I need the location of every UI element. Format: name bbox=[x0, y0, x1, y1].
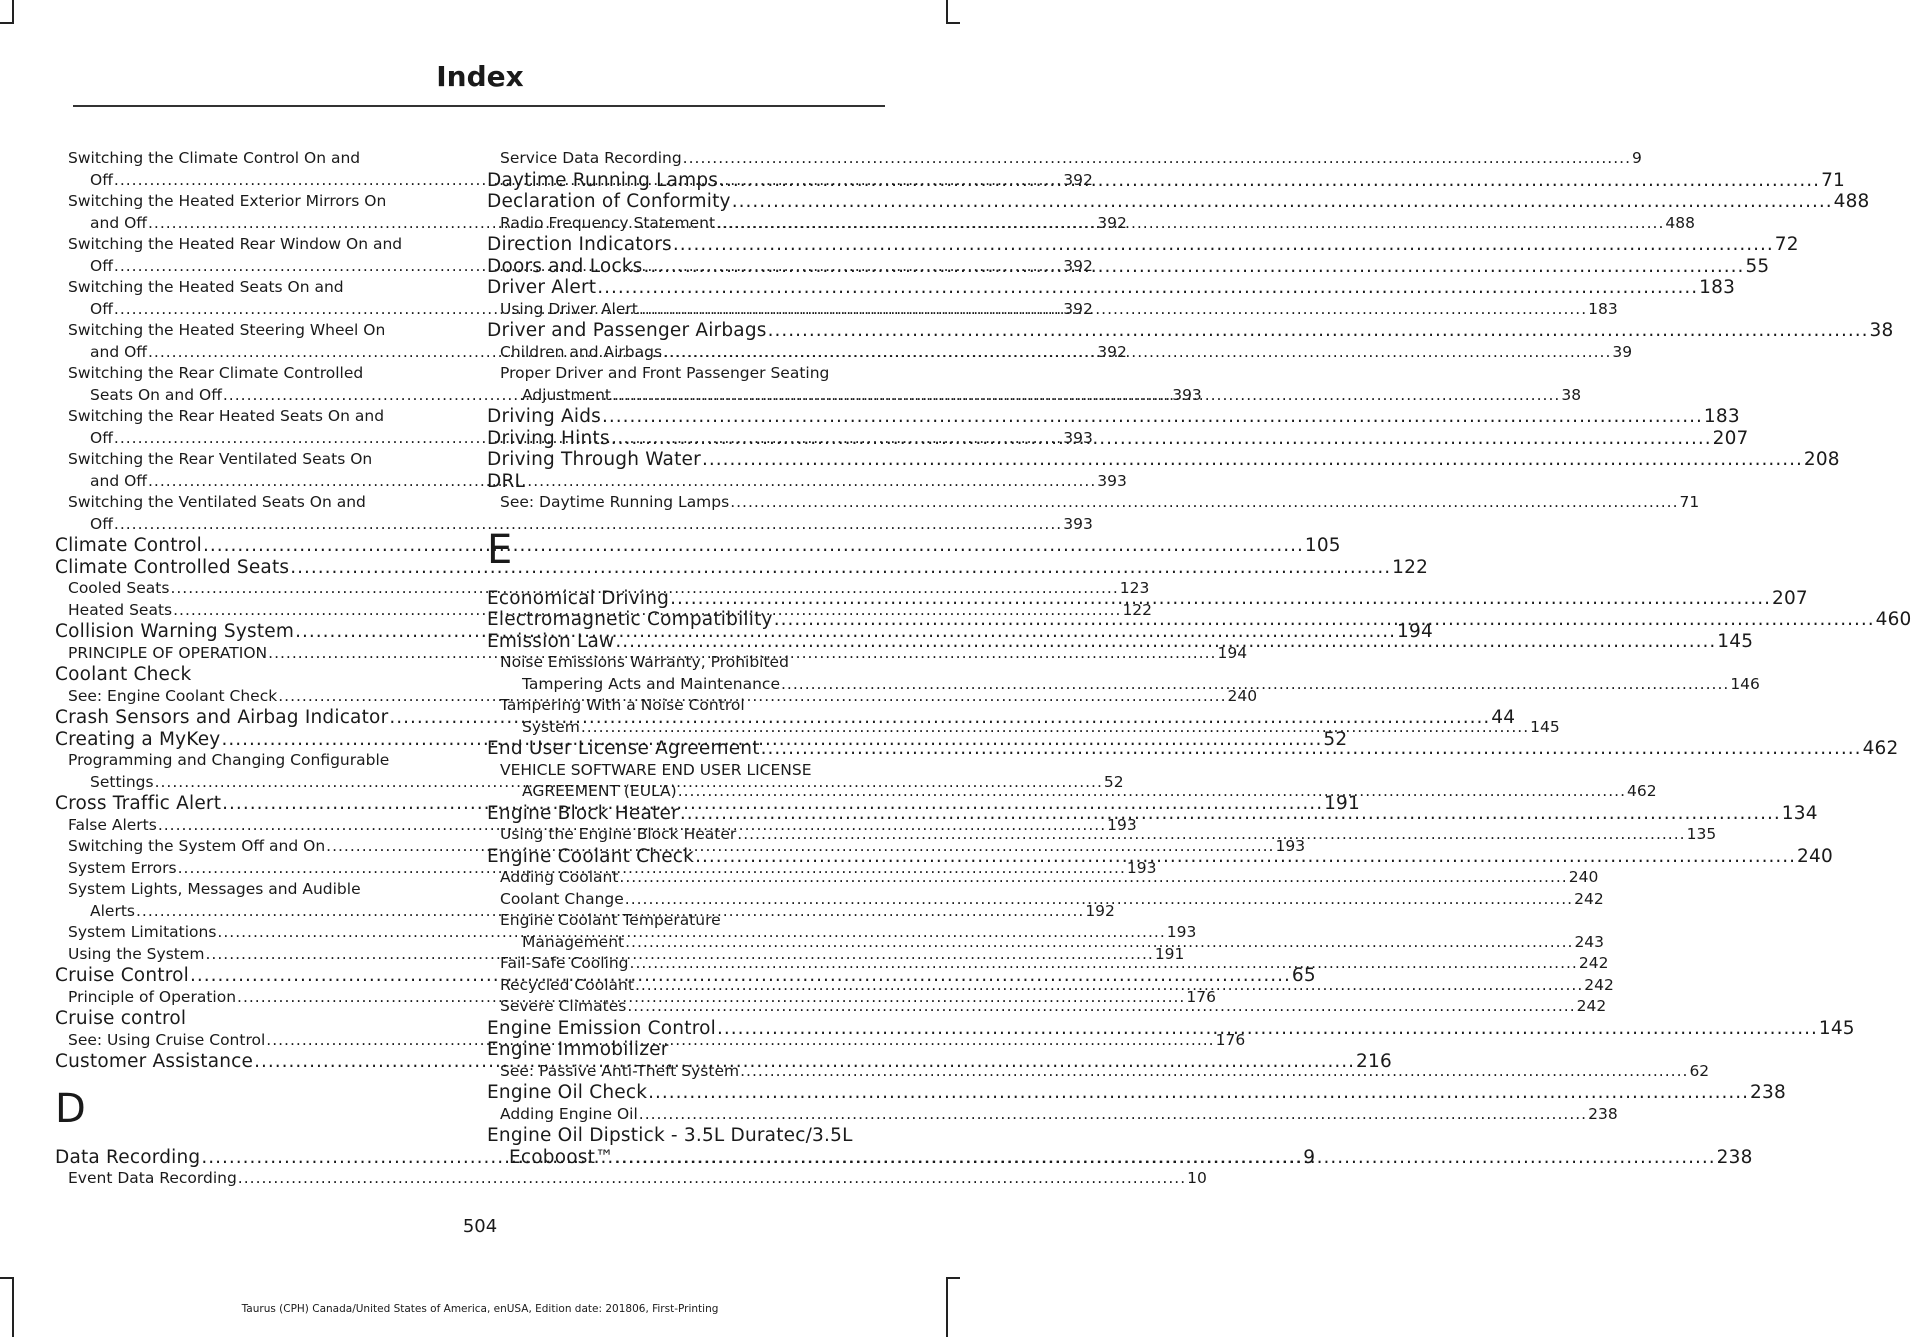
leader-dots bbox=[611, 428, 1712, 450]
entry-page: 393 bbox=[1063, 514, 1093, 533]
entry-page: 392 bbox=[1063, 170, 1093, 189]
entry-page: 240 bbox=[1797, 845, 1833, 867]
entry-label: Driver and Passenger Airbags bbox=[487, 320, 767, 341]
index-entry-first-line: Switching the Rear Ventilated Seats On bbox=[68, 450, 373, 468]
entry-label: Engine Coolant Check bbox=[487, 845, 695, 867]
entry-label: Declaration of Conformity bbox=[487, 191, 731, 212]
leader-dots bbox=[774, 609, 1875, 631]
entry-page: 146 bbox=[1730, 674, 1760, 693]
entry-page: 10 bbox=[1187, 1169, 1207, 1187]
entry-label: Tampering Acts and Maintenance bbox=[522, 674, 780, 693]
entry-page: 183 bbox=[1703, 406, 1740, 427]
index-entry-first-line: VEHICLE SOFTWARE END USER LICENSE bbox=[500, 760, 812, 779]
entry-page: 105 bbox=[1304, 535, 1341, 556]
leader-dots bbox=[680, 803, 1781, 825]
leader-dots bbox=[639, 1104, 1587, 1126]
entry-page: 135 bbox=[1686, 825, 1717, 843]
leader-dots bbox=[683, 148, 1631, 170]
entry-label: AGREEMENT (EULA) bbox=[522, 782, 677, 800]
index-entry bbox=[487, 449, 1840, 471]
index-entry bbox=[55, 1168, 1207, 1190]
entry-page: 216 bbox=[1356, 1051, 1392, 1072]
edition-footer: Taurus (CPH) Canada/United States of America, enUSA, Edition date: 201806, First-Printing bbox=[241, 1303, 719, 1315]
entry-label: Climate Control bbox=[55, 535, 202, 556]
entry-page: 183 bbox=[1588, 299, 1618, 318]
entry-page: 460 bbox=[1875, 609, 1912, 630]
crop-mark bbox=[946, 1277, 960, 1279]
entry-page: 238 bbox=[1716, 1146, 1753, 1168]
index-entry bbox=[487, 492, 1700, 514]
entry-label: DRL bbox=[487, 470, 526, 492]
entry-page: 72 bbox=[1774, 234, 1799, 255]
entry-label: See: Using Cruise Control bbox=[68, 1030, 266, 1049]
entry-page: 52 bbox=[1323, 728, 1348, 750]
index-entry-first-line: Engine Coolant Temperature bbox=[500, 911, 721, 929]
crop-mark bbox=[946, 0, 948, 24]
leader-dots bbox=[761, 738, 1862, 760]
entry-page: 62 bbox=[1689, 1061, 1710, 1080]
entry-page: 392 bbox=[1097, 213, 1127, 232]
entry-page: 71 bbox=[1821, 169, 1846, 191]
entry-label: Adjustment bbox=[522, 385, 611, 404]
leader-dots bbox=[702, 449, 1803, 471]
entry-label: See: Passive Anti-Theft System bbox=[500, 1061, 740, 1080]
index-entry-first-line: Noise Emissions Warranty, Prohibited bbox=[500, 653, 789, 671]
entry-label: Using Driver Alert bbox=[500, 299, 638, 318]
entry-label: Engine Oil Check bbox=[487, 1082, 648, 1103]
index-entry-first-line: System Lights, Messages and Audible bbox=[68, 880, 361, 898]
entry-label: System bbox=[522, 717, 580, 736]
leader-dots bbox=[615, 1147, 1716, 1169]
entry-label: Climate Controlled Seats bbox=[55, 556, 290, 578]
entry-label: Driving Aids bbox=[487, 406, 602, 427]
header-divider bbox=[73, 105, 885, 107]
entry-page: 191 bbox=[1154, 944, 1185, 963]
entry-label: Using the System bbox=[68, 944, 205, 963]
entry-label: Engine Emission Control bbox=[487, 1017, 716, 1039]
entry-page: 193 bbox=[1107, 815, 1137, 834]
index-entry-first-line: Switching the Rear Heated Seats On and bbox=[68, 407, 385, 425]
index-entry bbox=[55, 514, 1093, 536]
index-entry bbox=[487, 191, 1870, 213]
entry-label: Cooled Seats bbox=[68, 579, 170, 597]
entry-page: 242 bbox=[1584, 975, 1614, 994]
entry-label: Recycled Coolant bbox=[500, 975, 634, 994]
entry-page: 192 bbox=[1085, 901, 1115, 920]
entry-label: Creating a MyKey bbox=[55, 728, 221, 750]
entry-page: 123 bbox=[1119, 579, 1150, 597]
index-entry bbox=[55, 1008, 447, 1030]
index-entry bbox=[487, 234, 1799, 256]
entry-label: Seats On and Off bbox=[90, 385, 222, 404]
entry-label: Heated Seats bbox=[68, 600, 173, 619]
entry-page: 191 bbox=[1324, 793, 1360, 814]
crop-mark bbox=[0, 1277, 14, 1279]
entry-page: 462 bbox=[1627, 782, 1657, 800]
entry-page: 9 bbox=[1632, 149, 1642, 167]
leader-dots bbox=[768, 320, 1869, 342]
entry-page: 392 bbox=[1097, 342, 1127, 361]
index-entry bbox=[487, 1146, 1753, 1169]
index-entry bbox=[55, 664, 447, 686]
entry-page: 488 bbox=[1665, 213, 1695, 232]
entry-page: 38 bbox=[1869, 320, 1894, 341]
crop-mark bbox=[946, 22, 960, 24]
entry-page: 38 bbox=[1561, 385, 1582, 404]
entry-label: Daytime Running Lamps bbox=[487, 169, 719, 191]
entry-label: End User License Agreement bbox=[487, 738, 760, 759]
leader-dots bbox=[238, 1168, 1186, 1190]
index-entry-first-line: Switching the Heated Rear Window On and bbox=[68, 235, 403, 253]
entry-page: 488 bbox=[1833, 191, 1870, 212]
entry-page: 240 bbox=[1568, 868, 1599, 886]
leader-dots bbox=[597, 277, 1698, 299]
leader-dots bbox=[740, 1061, 1688, 1083]
leader-dots bbox=[737, 824, 1685, 846]
index-entry bbox=[487, 1039, 879, 1061]
leader-dots bbox=[602, 406, 1703, 428]
leader-dots bbox=[719, 170, 1820, 192]
index-entry-first-line: Switching the Rear Climate Controlled bbox=[68, 364, 364, 382]
entry-label: Emission Law bbox=[487, 630, 615, 652]
entry-label: and Off bbox=[90, 213, 147, 232]
index-entry-first-line: Switching the Heated Seats On and bbox=[68, 278, 344, 296]
entry-page: 193 bbox=[1275, 837, 1306, 855]
entry-label: Severe Climates bbox=[500, 997, 627, 1015]
entry-page: 183 bbox=[1699, 277, 1736, 298]
entry-label: Coolant Check bbox=[55, 664, 192, 685]
entry-label: Collision Warning System bbox=[55, 621, 295, 642]
entry-label: False Alerts bbox=[68, 815, 157, 834]
index-entry-first-line: Engine Oil Dipstick - 3.5L Duratec/3.5L bbox=[487, 1125, 853, 1146]
entry-label: Alerts bbox=[90, 901, 135, 920]
entry-label: Electromagnetic Compatibility bbox=[487, 609, 773, 630]
entry-label: Driving Hints bbox=[487, 427, 610, 449]
entry-label: System Limitations bbox=[68, 923, 217, 941]
entry-label: Radio Frequency Statement bbox=[500, 213, 716, 232]
index-entry-first-line: Switching the Climate Control On and bbox=[68, 149, 361, 167]
entry-label: Management bbox=[522, 932, 625, 951]
index-entry bbox=[487, 471, 879, 493]
index-entry bbox=[55, 556, 1429, 579]
leader-dots bbox=[716, 213, 1664, 235]
leader-dots bbox=[673, 234, 1774, 256]
entry-label: Settings bbox=[90, 772, 154, 791]
leader-dots bbox=[625, 889, 1573, 911]
entry-page: 71 bbox=[1679, 493, 1700, 511]
entry-page: 207 bbox=[1712, 427, 1749, 449]
entry-page: 145 bbox=[1530, 717, 1560, 736]
entry-label: Direction Indicators bbox=[487, 234, 672, 255]
entry-page: 393 bbox=[1097, 471, 1127, 490]
index-entry-first-line: Tampering With a Noise Control bbox=[500, 696, 745, 714]
index-entry bbox=[487, 406, 1740, 428]
entry-label: Driver Alert bbox=[487, 277, 597, 298]
entry-label: Off bbox=[90, 299, 113, 318]
entry-page: 242 bbox=[1578, 954, 1609, 972]
leader-dots bbox=[670, 588, 1771, 610]
entry-page: 238 bbox=[1588, 1104, 1618, 1123]
entry-label: Off bbox=[90, 170, 113, 189]
entry-page: 134 bbox=[1781, 802, 1818, 824]
entry-page: 193 bbox=[1126, 858, 1157, 877]
leader-dots bbox=[648, 1082, 1749, 1104]
entry-label: Data Recording bbox=[55, 1146, 201, 1168]
entry-label: Cruise control bbox=[55, 1008, 187, 1029]
entry-label: Event Data Recording bbox=[68, 1169, 237, 1187]
entry-page: 194 bbox=[1397, 621, 1433, 642]
entry-page: 176 bbox=[1215, 1030, 1246, 1049]
leader-dots bbox=[581, 718, 1529, 736]
entry-label: Driving Through Water bbox=[487, 449, 701, 470]
entry-page: 65 bbox=[1291, 965, 1316, 986]
section-letter: D bbox=[55, 1085, 86, 1132]
entry-label: Ecoboost™ bbox=[509, 1146, 614, 1168]
entry-page: 462 bbox=[1862, 738, 1899, 759]
index-entry-first-line: Switching the Heated Steering Wheel On bbox=[68, 321, 386, 339]
entry-page: 145 bbox=[1717, 630, 1754, 652]
leader-dots bbox=[639, 299, 1587, 321]
entry-label: Cross Traffic Alert bbox=[55, 793, 222, 814]
leader-dots bbox=[615, 631, 1716, 653]
entry-label: Switching the System Off and On bbox=[68, 837, 326, 855]
leader-dots bbox=[663, 342, 1611, 364]
entry-label: Coolant Change bbox=[500, 889, 624, 908]
entry-label: Adding Engine Oil bbox=[500, 1104, 638, 1123]
entry-page: 393 bbox=[1172, 385, 1202, 404]
entry-label: Engine Immobilizer bbox=[487, 1039, 669, 1060]
entry-page: 392 bbox=[1063, 256, 1093, 275]
entry-page: 238 bbox=[1750, 1082, 1786, 1103]
entry-page: 39 bbox=[1612, 342, 1633, 361]
crop-mark bbox=[12, 0, 14, 24]
page-title: Index bbox=[436, 60, 524, 93]
section-letter: E bbox=[487, 526, 513, 573]
entry-label: Economical Driving bbox=[487, 587, 670, 609]
leader-dots bbox=[627, 996, 1575, 1018]
leader-dots bbox=[625, 933, 1573, 951]
leader-dots bbox=[619, 867, 1567, 889]
entry-label: Customer Assistance bbox=[55, 1051, 254, 1072]
index-entry-first-line: Switching the Heated Exterior Mirrors On bbox=[68, 192, 387, 210]
entry-label: Principle of Operation bbox=[68, 987, 237, 1006]
entry-page: 193 bbox=[1166, 923, 1197, 941]
entry-label: See: Engine Coolant Check bbox=[68, 686, 278, 705]
entry-label: and Off bbox=[90, 471, 147, 490]
entry-page: 176 bbox=[1186, 987, 1216, 1006]
leader-dots bbox=[781, 675, 1729, 693]
index-entry bbox=[487, 277, 1736, 299]
entry-page: 44 bbox=[1491, 707, 1516, 728]
entry-page: 240 bbox=[1227, 686, 1258, 705]
entry-label: Using the Engine Block Heater bbox=[500, 825, 737, 843]
entry-label: Children and Airbags bbox=[500, 342, 663, 361]
page-number: 504 bbox=[462, 1216, 498, 1237]
entry-page: 9 bbox=[1303, 1146, 1316, 1168]
entry-page: 392 bbox=[1063, 299, 1093, 318]
entry-page: 122 bbox=[1392, 556, 1429, 578]
entry-label: Crash Sensors and Airbag Indicator bbox=[55, 707, 389, 728]
crop-mark bbox=[0, 22, 14, 24]
entry-page: 242 bbox=[1574, 889, 1604, 908]
entry-page: 145 bbox=[1818, 1017, 1855, 1039]
entry-label: Doors and Locks bbox=[487, 255, 643, 277]
leader-dots bbox=[635, 975, 1583, 997]
entry-label: PRINCIPLE OF OPERATION bbox=[68, 643, 268, 662]
entry-page: 393 bbox=[1063, 428, 1093, 447]
entry-label: and Off bbox=[90, 342, 147, 361]
entry-label: Off bbox=[90, 428, 113, 447]
leader-dots bbox=[678, 782, 1626, 800]
index-entry bbox=[487, 320, 1894, 342]
entry-label: Fail-Safe Cooling bbox=[500, 954, 629, 972]
entry-label: Service Data Recording bbox=[500, 149, 682, 167]
entry-page: 122 bbox=[1122, 600, 1153, 619]
entry-page: 208 bbox=[1803, 449, 1840, 470]
entry-page: 243 bbox=[1574, 932, 1605, 951]
index-entry bbox=[487, 1104, 1618, 1126]
leader-dots bbox=[717, 1018, 1818, 1040]
index-entry bbox=[487, 148, 1642, 170]
entry-label: Engine Block Heater bbox=[487, 802, 679, 824]
leader-dots bbox=[612, 386, 1560, 404]
leader-dots bbox=[644, 256, 1745, 278]
entry-label: See: Daytime Running Lamps bbox=[500, 493, 730, 511]
index-entry-first-line: Proper Driver and Front Passenger Seating bbox=[500, 364, 830, 382]
entry-page: 242 bbox=[1576, 997, 1607, 1015]
index-entry bbox=[55, 535, 1341, 557]
leader-dots bbox=[695, 846, 1796, 868]
entry-label: System Errors bbox=[68, 858, 177, 877]
index-entry-first-line: Programming and Changing Configurable bbox=[68, 751, 390, 769]
entry-page: 207 bbox=[1771, 587, 1808, 609]
entry-label: Off bbox=[90, 514, 113, 533]
entry-label: Adding Coolant bbox=[500, 868, 619, 886]
leader-dots bbox=[630, 953, 1578, 975]
entry-page: 194 bbox=[1217, 643, 1248, 662]
entry-page: 52 bbox=[1103, 772, 1124, 791]
index-entry-first-line: Switching the Ventilated Seats On and bbox=[68, 493, 366, 511]
leader-dots bbox=[732, 191, 1833, 213]
index-entry bbox=[487, 1082, 1786, 1104]
leader-dots bbox=[730, 492, 1678, 514]
entry-page: 55 bbox=[1745, 255, 1770, 277]
entry-label: Off bbox=[90, 256, 113, 275]
entry-label: Cruise Control bbox=[55, 965, 189, 986]
